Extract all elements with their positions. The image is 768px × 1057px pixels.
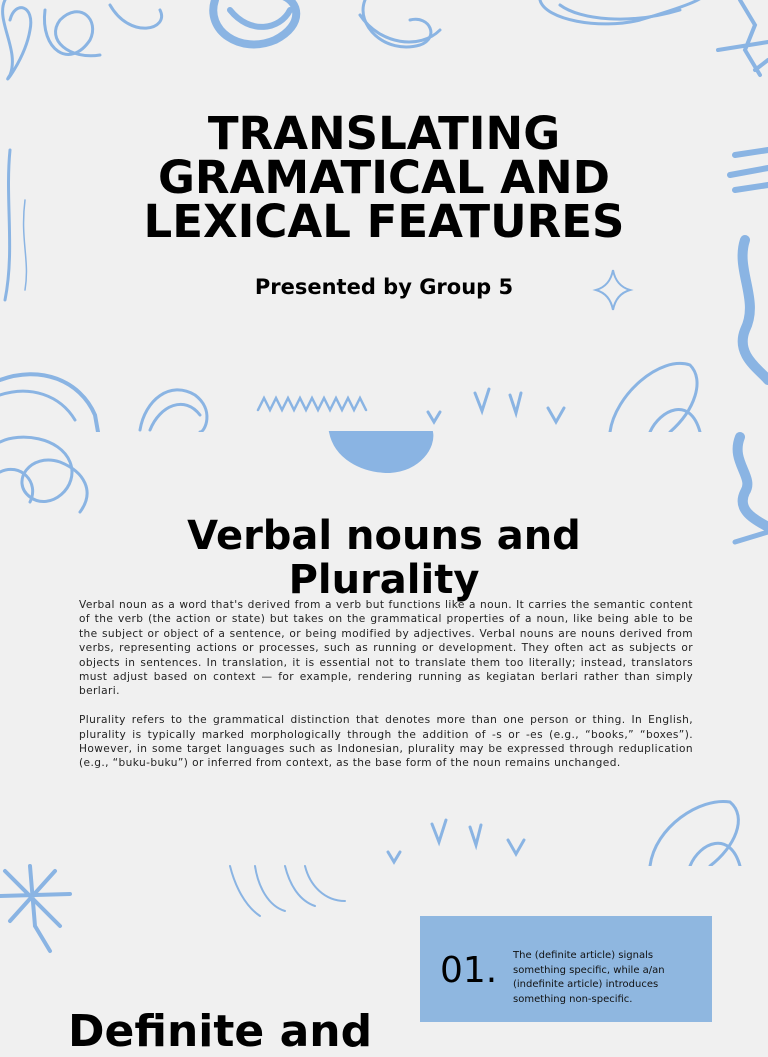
slide-subtitle: Presented by Group 5: [254, 275, 514, 299]
articles-slide: [0, 866, 768, 1057]
sparkle-icon: [596, 270, 630, 310]
card-text: The (definite article) signals something specific, while a/an (indefinite article) introduces something non-specific.: [513, 950, 665, 1005]
slide-title-partial: Definite and: [68, 1006, 373, 1057]
asterisk-doodle: [0, 866, 70, 951]
paragraph-plurality: Plurality refers to the grammatical distinction that denotes more than one person or thing. In English, plurality is typically marked morphologically through the addition of -s or -es (e.g., “books,” “boxes”). However, in some target languages such as Indonesian, plurality may be expressed through reduplication (e.g., “buku-buku”) or inferred from context, as the base form of the noun remains unchanged.: [79, 714, 693, 770]
card-number: 01.: [440, 950, 498, 991]
info-card: [420, 916, 712, 1022]
section-title: Verbal nouns and Plurality: [187, 513, 581, 603]
title-slide: [0, 0, 768, 432]
slide-title: TRANSLATING GRAMATICAL AND LEXICAL FEATURES: [143, 107, 625, 248]
content-slide: [0, 432, 768, 866]
paragraph-verbal-nouns: Verbal noun as a word that's derived from a verb but functions like a noun. It carries the semantic content of the verb (the action or state) but takes on the grammatical properties of a noun, like being able to be the subject or object of a sentence, or being modified by adjectives. Verbal nouns are nouns derived from verbs, representing actions or processes, such as running or development. They often act as subjects or objects in sentences. In translation, it is essential not to translate them too literally; instead, translators must adjust based on context — for example, rendering running as kegiatan berlari rather than simply berlari.: [79, 599, 693, 698]
body-text: [79, 598, 693, 785]
